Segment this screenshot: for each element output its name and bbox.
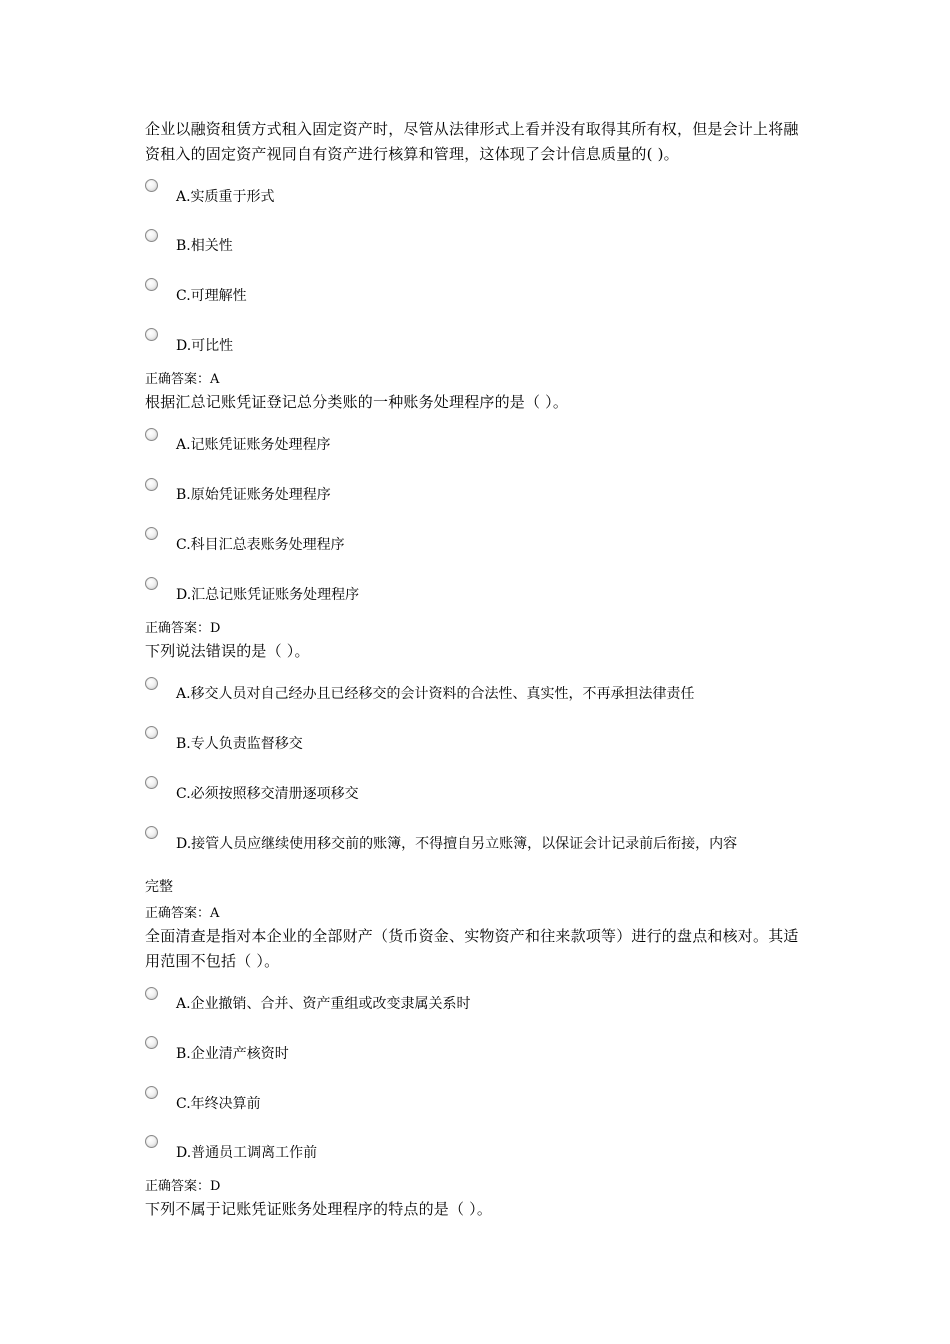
question-3-option-d-label: D.接管人员应继续使用移交前的账簿，不得擅自另立账簿，以保证会计记录前后衔接，内容 [176,836,738,852]
question-4-option-b-radio[interactable] [145,1036,158,1049]
question-3-option-a-label: A.移交人员对自己经办且已经移交的会计资料的合法性、真实性，不再承担法律责任 [176,686,695,702]
question-3-option-b-radio[interactable] [145,726,158,739]
question-4-answer: 正确答案：D [145,1179,221,1194]
question-2-option-a-radio[interactable] [145,428,158,441]
question-2-option-a-label: A.记账凭证账务处理程序 [176,437,331,453]
question-1-option-c-radio[interactable] [145,278,158,291]
question-1-option-a-label: A.实质重于形式 [176,189,275,205]
question-5-text: 下列不属于记账凭证账务处理程序的特点的是（ ）。 [145,1200,493,1218]
question-4-option-c-radio[interactable] [145,1086,158,1099]
question-2-option-c-radio[interactable] [145,527,158,540]
question-1-option-b-radio[interactable] [145,229,158,242]
question-2-option-b-label: B.原始凭证账务处理程序 [176,487,331,503]
question-2-answer: 正确答案：D [145,621,221,636]
question-2-option-d-label: D.汇总记账凭证账务处理程序 [176,587,360,603]
question-1-text: 企业以融资租赁方式租入固定资产时，尽管从法律形式上看并没有取得其所有权，但是会计上将融资租入的固定资产视同自有资产进行核算和管理，这体现了会计信息质量的( )。 [145,120,799,163]
question-3-option-b-label: B.专人负责监督移交 [176,736,303,752]
question-2-option-c-label: C.科目汇总表账务处理程序 [176,537,345,553]
question-2-option-d-radio[interactable] [145,577,158,590]
question-4-option-a-label: A.企业撤销、合并、资产重组或改变隶属关系时 [176,996,471,1012]
question-1-option-c-label: C.可理解性 [176,288,247,304]
question-2-option-b-radio[interactable] [145,478,158,491]
question-3-option-c-radio[interactable] [145,776,158,789]
question-3-text: 下列说法错误的是（ ）。 [145,642,310,660]
question-3-option-c-label: C.必须按照移交清册逐项移交 [176,786,359,802]
question-1-option-b-label: B.相关性 [176,238,233,254]
question-4-option-b-label: B.企业清产核资时 [176,1046,289,1062]
question-4-option-c-label: C.年终决算前 [176,1096,261,1112]
question-3-option-d-continuation: 完整 [145,879,173,895]
question-1-answer: 正确答案：A [145,372,220,387]
question-1-option-d-radio[interactable] [145,328,158,341]
question-2-text: 根据汇总记账凭证登记总分类账的一种账务处理程序的是（ ）。 [145,393,569,411]
question-4-option-d-radio[interactable] [145,1135,158,1148]
question-1-option-d-label: D.可比性 [176,338,234,354]
question-3-option-a-radio[interactable] [145,677,158,690]
question-4-option-d-label: D.普通员工调离工作前 [176,1145,318,1161]
question-1-option-a-radio[interactable] [145,179,158,192]
question-4-text: 全面清查是指对本企业的全部财产（货币资金、实物资产和往来款项等）进行的盘点和核对。其适用范围不包括（ ）。 [145,927,799,970]
question-3-option-d-radio[interactable] [145,826,158,839]
question-3-answer: 正确答案：A [145,906,220,921]
question-4-option-a-radio[interactable] [145,987,158,1000]
